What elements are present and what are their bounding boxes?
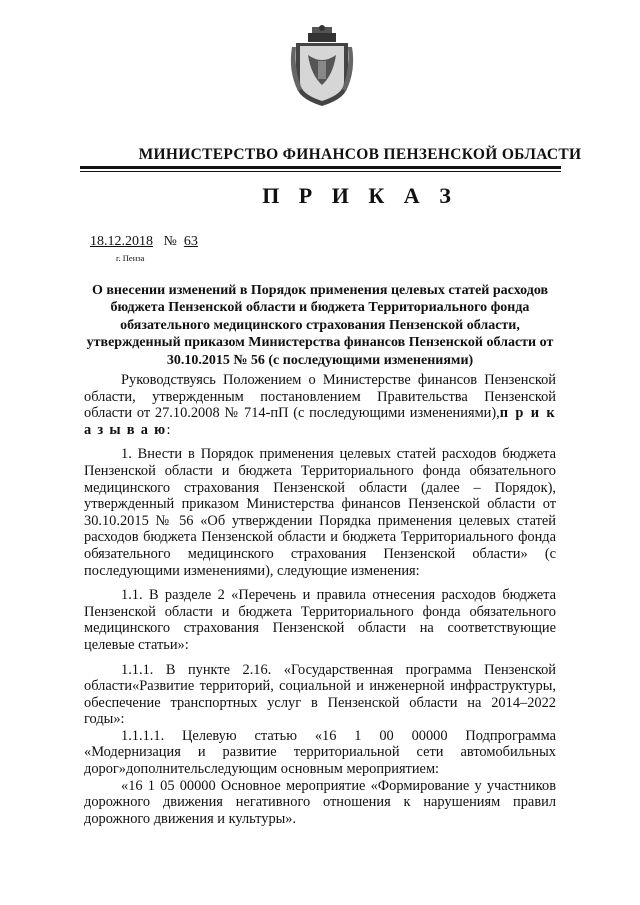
header-divider-thick <box>80 166 561 169</box>
paragraph-preamble <box>84 372 556 438</box>
document-place: г. Пенза <box>116 253 145 263</box>
date-number-line <box>90 234 198 250</box>
preamble-text: Руководствуясь Положением о Министерстве финансов Пензенской области, утвержденным постановлением Правительства Пензенской области от 27.10.2008 № 714-пП (с последующими изменениями), <box>84 372 556 422</box>
document-type: П Р И К А З <box>262 183 458 208</box>
document-date: 18.12.2018 <box>90 234 153 249</box>
paragraph-1-1: 1.1. В разделе 2 «Перечень и правила отнесения расходов бюджета Пензенской области и бюджета Территориального фонда обязательного медицинского страхования Пензенской области на соответствующие целевые статьи»: <box>84 587 556 653</box>
coat-of-arms-emblem <box>288 25 356 109</box>
ministry-name: МИНИСТЕРСТВО ФИНАНСОВ ПЕНЗЕНСКОЙ ОБЛАСТИ <box>138 146 582 163</box>
document-title: О внесении изменений в Порядок применения целевых статей расходов бюджета Пензенской области и бюджета Территориального фонда обязательного медицинского страхования Пензенской области, утвержденный приказом Министерства финансов Пензенской области от 30.10.2015 № 56 (с последующими изменениями) <box>86 283 554 368</box>
order-word: п р и к а з ы в а ю <box>84 405 556 438</box>
header-divider-thin <box>80 171 561 172</box>
document-number: 63 <box>183 234 198 249</box>
paragraph-1-1-1-1: 1.1.1.1. Целевую статью «16 1 00 00000 Подпрограмма «Модернизация и развитие территориальной сети автомобильных дорог»дополнительследующим основным мероприятием: <box>84 727 556 778</box>
paragraph-1: 1. Внести в Порядок применения целевых статей расходов бюджета Пензенской области и бюджета Территориального фонда обязательного медицинского страхования Пензенской области (далее – Порядок), утвержденный приказом Министерства финансов Пензенской области от 30.10.2015 № 56 «Об утверждении Порядка применения целевых статей расходов бюджета Пензенской области и бюджета Территориального фонда обязательного медицинского страхования Пензенской области» (с последующими изменениями), следующие изменения: <box>84 446 556 579</box>
document-body <box>84 372 556 827</box>
preamble-end: : <box>166 421 171 438</box>
paragraph-1-1-1: 1.1.1. В пункте 2.16. «Государственная программа Пензенской области«Развитие территорий, социальной и инженерной инфраструктуры, обеспечение транспортных услуг в Пензенской области на 2014–2022 годы»: <box>84 661 556 728</box>
number-sign: № <box>163 234 177 249</box>
paragraph-new-item: «16 1 05 00000 Основное мероприятие «Формирование у участников дорожного движения негативного отношения к нарушениям правил дорожного движения и культуры». <box>84 777 556 827</box>
